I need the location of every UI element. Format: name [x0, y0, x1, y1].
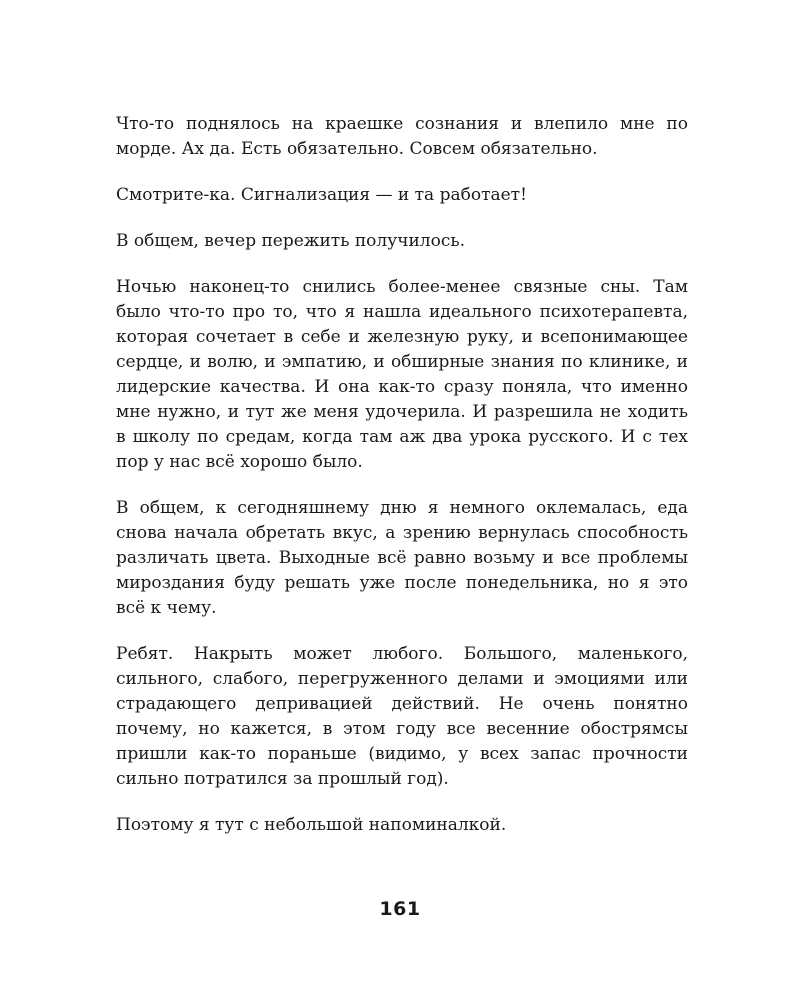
paragraph-6: Ребят. Накрыть может любого. Большого, маленького, сильного, слабого, перегруженного делами и эмоциями или страдающего депривацией действий. Не очень понятно почему, но кажется, в этом году все весенние обострямсы пришли как-то пораньше (видимо, у всех запас прочности сильно потратился за прошлый год).: [116, 644, 688, 789]
body-text: [116, 112, 688, 859]
paragraph-2: Смотрите-ка. Сигнализация — и та работает!: [116, 185, 527, 205]
paragraph-3: В общем, вечер пережить получилось.: [116, 231, 465, 251]
paragraph-4: Ночью наконец-то снились более-менее связные сны. Там было что-то про то, что я нашла идеального психотерапевта, которая сочетает в себе и железную руку, и всепонимающее сердце, и волю, и эмпатию, и обширные знания по клинике, и лидерские качества. И она как-то сразу поняла, что именно мне нужно, и тут же меня удочерила. И разрешила не ходить в школу по средам, когда там аж два урока русского. И с тех пор у нас всё хорошо было.: [116, 277, 688, 472]
paragraph-5: В общем, к сегодняшнему дню я немного оклемалась, еда снова начала обретать вкус, а зрению вернулась способность различать цвета. Выходные всё равно возьму и все проблемы мироздания буду решать уже после понедельника, но я это всё к чему.: [116, 498, 688, 618]
page-number: 161: [379, 898, 421, 920]
paragraph-7: Поэтому я тут с небольшой напоминалкой.: [116, 815, 507, 835]
paragraph-1: Что-то поднялось на краешке сознания и влепило мне по морде. Ах да. Есть обязательно. Совсем обязательно.: [116, 114, 688, 159]
